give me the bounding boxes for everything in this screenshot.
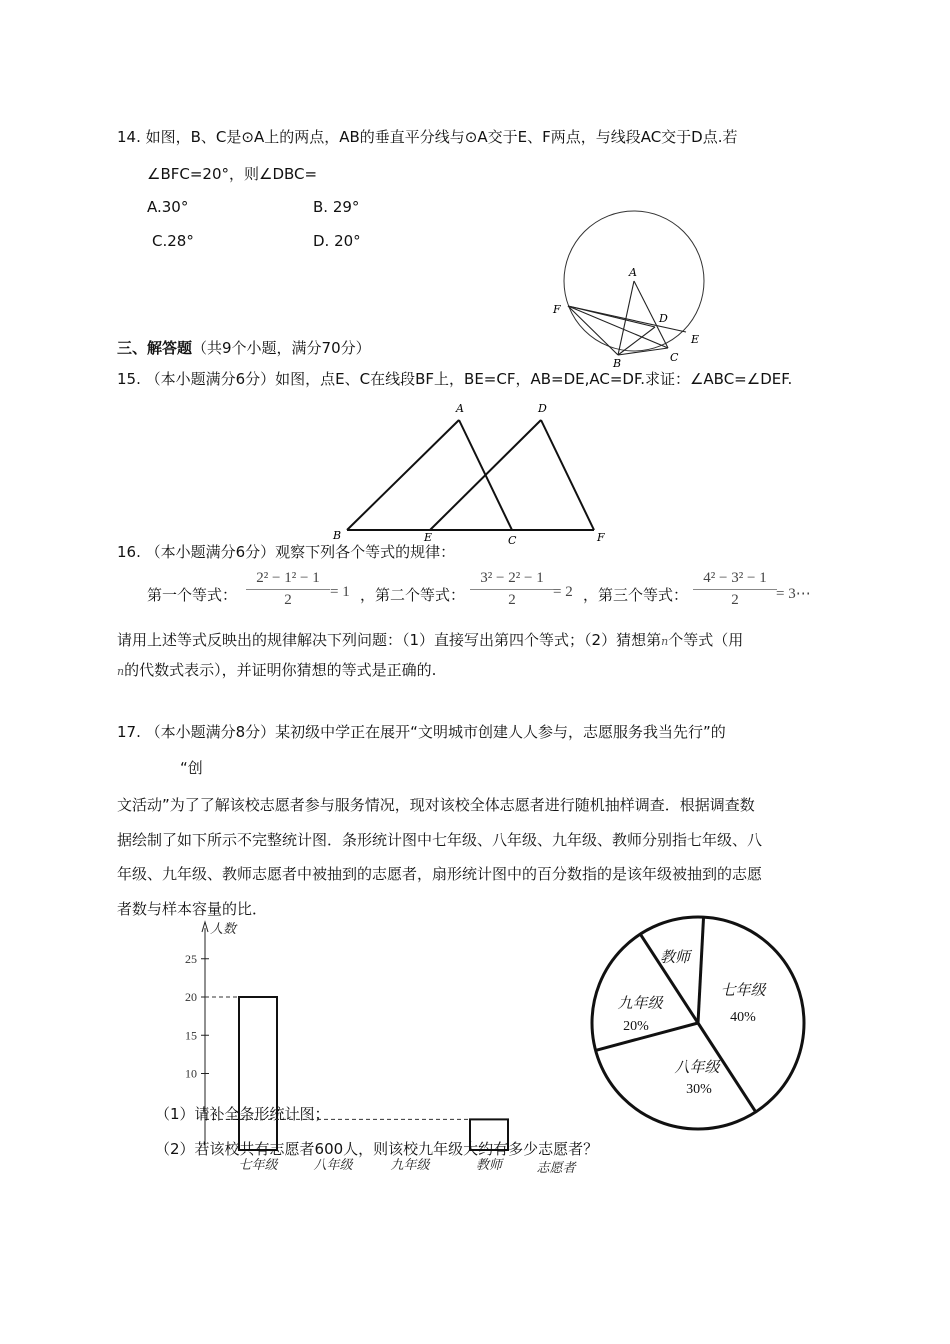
q15-stem: 15. （本小题满分6分）如图，点E、C在线段BF上，BE=CF，AB=DE,AC=DF.求证：∠ABC=∠DEF. — [117, 370, 793, 388]
q16-task-text-a: 请用上述等式反映出的规律解决下列问题：（1）直接写出第四个等式；（2）猜想第 — [117, 631, 662, 649]
q14-label-f: F — [553, 303, 561, 316]
q16-task-text-c: 的代数式表示），并证明你猜想的等式是正确的. — [124, 661, 437, 679]
x-tick-label: 九年级 — [390, 1158, 430, 1173]
q16-var-n: n — [661, 635, 669, 648]
y-tick-label: 15 — [185, 1028, 197, 1043]
q14-option-a: A.30° — [147, 198, 189, 216]
q14-stem-line2: ∠BFC=20°，则∠DBC= — [147, 165, 318, 183]
q16-eq1-fraction — [246, 570, 330, 609]
q16-eq3-fraction — [693, 570, 777, 609]
q15-label-b: B — [333, 529, 342, 542]
q16-var-n-2: n — [117, 665, 125, 678]
q15-label-f: F — [597, 531, 605, 544]
q16-eq1-denominator: 2 — [284, 592, 292, 608]
q14-option-c: C.28° — [152, 232, 194, 250]
q17-line6: 者数与样本容量的比． — [117, 900, 268, 918]
x-axis-label: 志愿者 — [536, 1161, 576, 1176]
q16-task-line1 — [117, 629, 743, 650]
q17-sub2: （2）若该校共有志愿者600人，则该校九年级大约有多少志愿者？ — [155, 1140, 599, 1158]
q16-eq2-label: ，第二个等式： — [360, 586, 466, 604]
bar — [239, 997, 277, 1150]
q16-eq1-label: 第一个等式： — [147, 586, 238, 604]
q15-label-a: A — [456, 402, 464, 415]
pie-slice-percent: 20% — [623, 1019, 649, 1034]
q16-eq3-numerator: 4² − 3² − 1 — [703, 570, 767, 586]
q17-line4: 据绘制了如下所示不完整统计图．条形统计图中七年级、八年级、九年级、教师分别指七年级、八 — [117, 831, 763, 849]
y-tick-label: 20 — [185, 990, 197, 1004]
q14-circle-figure — [540, 210, 760, 370]
q16-eq2-fraction — [470, 570, 554, 609]
y-tick-label: 10 — [185, 1066, 197, 1081]
q15-label-c: C — [508, 534, 517, 547]
pie-slice-label: 七年级 — [720, 981, 766, 999]
pie-slice-percent: 30% — [686, 1082, 712, 1097]
x-tick-label: 七年级 — [238, 1158, 278, 1173]
q16-eq1-rhs: = 1 — [330, 584, 350, 600]
q14-option-b: B. 29° — [313, 198, 360, 216]
q16-eq2-denominator: 2 — [508, 592, 516, 608]
section-heading — [117, 337, 371, 358]
x-tick-label: 教师 — [475, 1158, 503, 1173]
q14-label-a: A — [629, 266, 637, 279]
q16-eq1-numerator: 2² − 1² − 1 — [256, 570, 320, 586]
q14-label-c: C — [670, 351, 679, 364]
pie-chart — [600, 910, 815, 1130]
pie-slice-label: 九年级 — [617, 994, 663, 1012]
section-note: （共9个小题，满分70分） — [192, 339, 371, 357]
q16-task-line2 — [117, 659, 436, 680]
q17-line2: “创 — [180, 759, 203, 777]
pie-slice-label: 八年级 — [674, 1058, 720, 1076]
q14-stem-line1: 14. 如图，B、C是⊙A上的两点，AB的垂直平分线与⊙A交于E、F两点，与线段AC交于D点.若 — [117, 128, 738, 146]
q16-intro: 16. （本小题满分6分）观察下列各个等式的规律： — [117, 543, 456, 561]
q16-eq3-label: ，第三个等式： — [583, 586, 689, 604]
q17-sub1: （1）请补全条形统计图； — [155, 1105, 330, 1123]
q16-eq3-denominator: 2 — [731, 592, 739, 608]
q15-label-e: E — [424, 531, 433, 544]
y-axis-label: 人数 — [210, 922, 237, 937]
q16-eq2-rhs: = 2 — [553, 584, 573, 600]
q15-triangles-figure — [330, 398, 620, 548]
q17-line1: 17. （本小题满分8分）某初级中学正在展开“文明城市创建人人参与，志愿服务我当先行”的 — [117, 723, 726, 741]
q15-label-d: D — [538, 402, 547, 415]
y-tick-label: 25 — [185, 951, 197, 966]
q17-line5: 年级、九年级、教师志愿者中被抽到的志愿者，扇形统计图中的百分数指的是该年级被抽到的志愿 — [117, 865, 763, 883]
q14-label-b: B — [613, 357, 622, 370]
q14-option-d: D. 20° — [313, 232, 361, 250]
x-tick-label: 八年级 — [313, 1158, 353, 1173]
q16-eq3-rhs: = 3⋯ — [776, 586, 811, 602]
q14-label-d: D — [659, 312, 668, 325]
pie-slice-percent: 40% — [730, 1010, 756, 1025]
q16-task-text-b: 个等式（用 — [668, 631, 744, 649]
q16-eq2-numerator: 3² − 2² − 1 — [480, 570, 544, 586]
pie-slice — [698, 917, 704, 1023]
section-title: 三、解答题 — [117, 339, 193, 357]
pie-slice-label: 教师 — [659, 948, 691, 966]
q17-line3: 文活动”为了了解该校志愿者参与服务情况，现对该校全体志愿者进行随机抽样调查．根据调查数 — [117, 796, 755, 814]
q14-label-e: E — [691, 333, 700, 346]
